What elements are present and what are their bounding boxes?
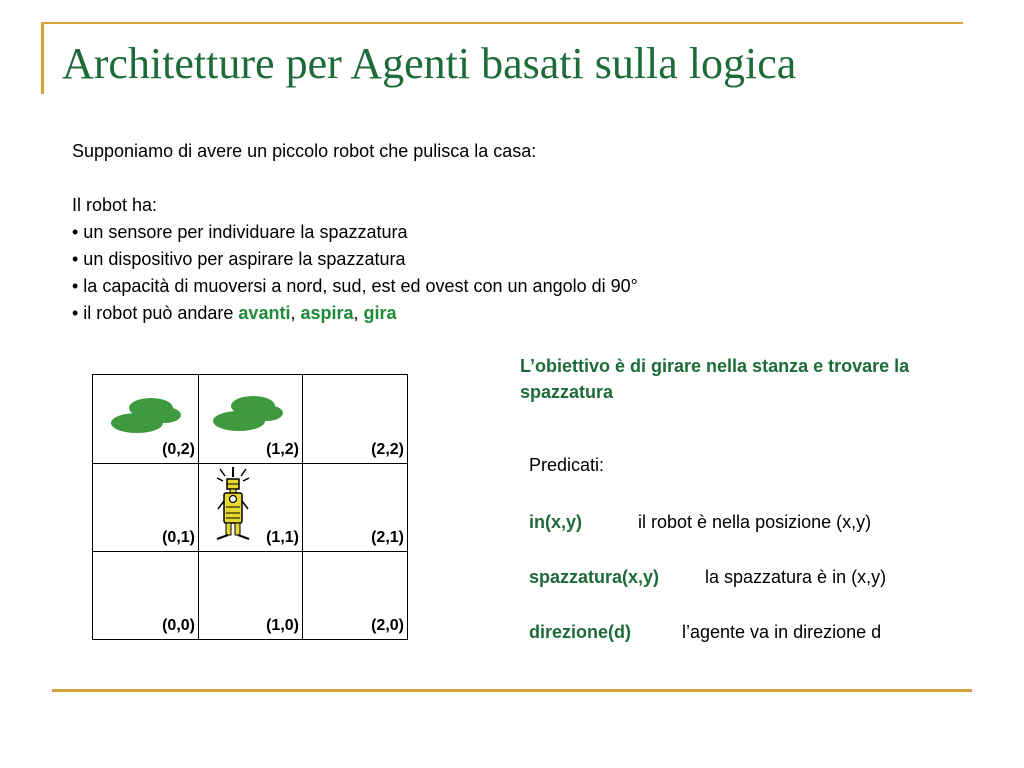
cell-label: (1,1) (266, 529, 299, 546)
predicate-desc: l’agente va in direzione d (682, 622, 882, 642)
cell-label: (0,0) (162, 617, 195, 634)
action-gira: gira (363, 303, 397, 323)
cell-label: (1,0) (266, 617, 299, 634)
predicate-name: in(x,y) (529, 512, 583, 532)
separator: , (353, 303, 364, 323)
action-aspira: aspira (300, 303, 354, 323)
robot-has-line: Il robot ha: (72, 195, 158, 215)
frame-bottom-line (52, 689, 972, 692)
grid-cell-2-0 (303, 552, 408, 640)
bullet-actions (72, 300, 638, 327)
goal-text: L’obiettivo è di girare nella stanza e trovare la spazzatura (520, 356, 910, 402)
cell-label: (2,1) (371, 529, 404, 546)
predicate-row (529, 512, 871, 533)
trash-icon (209, 393, 287, 433)
intro-line: Supponiamo di avere un piccolo robot che pulisca la casa: (72, 141, 537, 161)
cell-label: (2,2) (371, 441, 404, 458)
cell-label: (0,2) (162, 441, 195, 458)
cell-label: (2,0) (371, 617, 404, 634)
predicate-row (529, 567, 886, 588)
cell-label: (0,1) (162, 529, 195, 546)
grid-cell-1-0 (199, 552, 303, 640)
grid-cell-0-2 (93, 375, 199, 464)
robot-icon (211, 465, 255, 547)
bullet-device: • un dispositivo per aspirare la spazzatura (72, 249, 406, 269)
predicate-name: spazzatura(x,y) (529, 567, 660, 587)
grid-cell-2-1 (303, 464, 408, 552)
bullet-actions-prefix: • il robot può andare (72, 303, 239, 323)
room-grid (92, 374, 408, 640)
separator: , (290, 303, 301, 323)
grid-cell-1-1 (199, 464, 303, 552)
grid-cell-0-0 (93, 552, 199, 640)
predicate-name: direzione(d) (529, 622, 631, 642)
frame-top-line (41, 22, 963, 24)
predicate-desc: la spazzatura è in (x,y) (705, 567, 887, 587)
predicate-desc: il robot è nella posizione (x,y) (638, 512, 872, 532)
grid-cell-2-2 (303, 375, 408, 464)
predicate-row (529, 622, 881, 643)
trash-icon (107, 395, 185, 435)
slide-title: Architetture per Agenti basati sulla logica (62, 39, 797, 88)
frame-accent-left (41, 22, 44, 94)
action-avanti: avanti (238, 303, 291, 323)
grid-cell-1-2 (199, 375, 303, 464)
grid-cell-0-1 (93, 464, 199, 552)
intro-text (72, 138, 638, 327)
predicates-title: Predicati: (529, 455, 605, 475)
bullet-sensor: • un sensore per individuare la spazzatura (72, 222, 408, 242)
cell-label: (1,2) (266, 441, 299, 458)
bullet-movement: • la capacità di muoversi a nord, sud, est ed ovest con un angolo di 90° (72, 276, 638, 296)
